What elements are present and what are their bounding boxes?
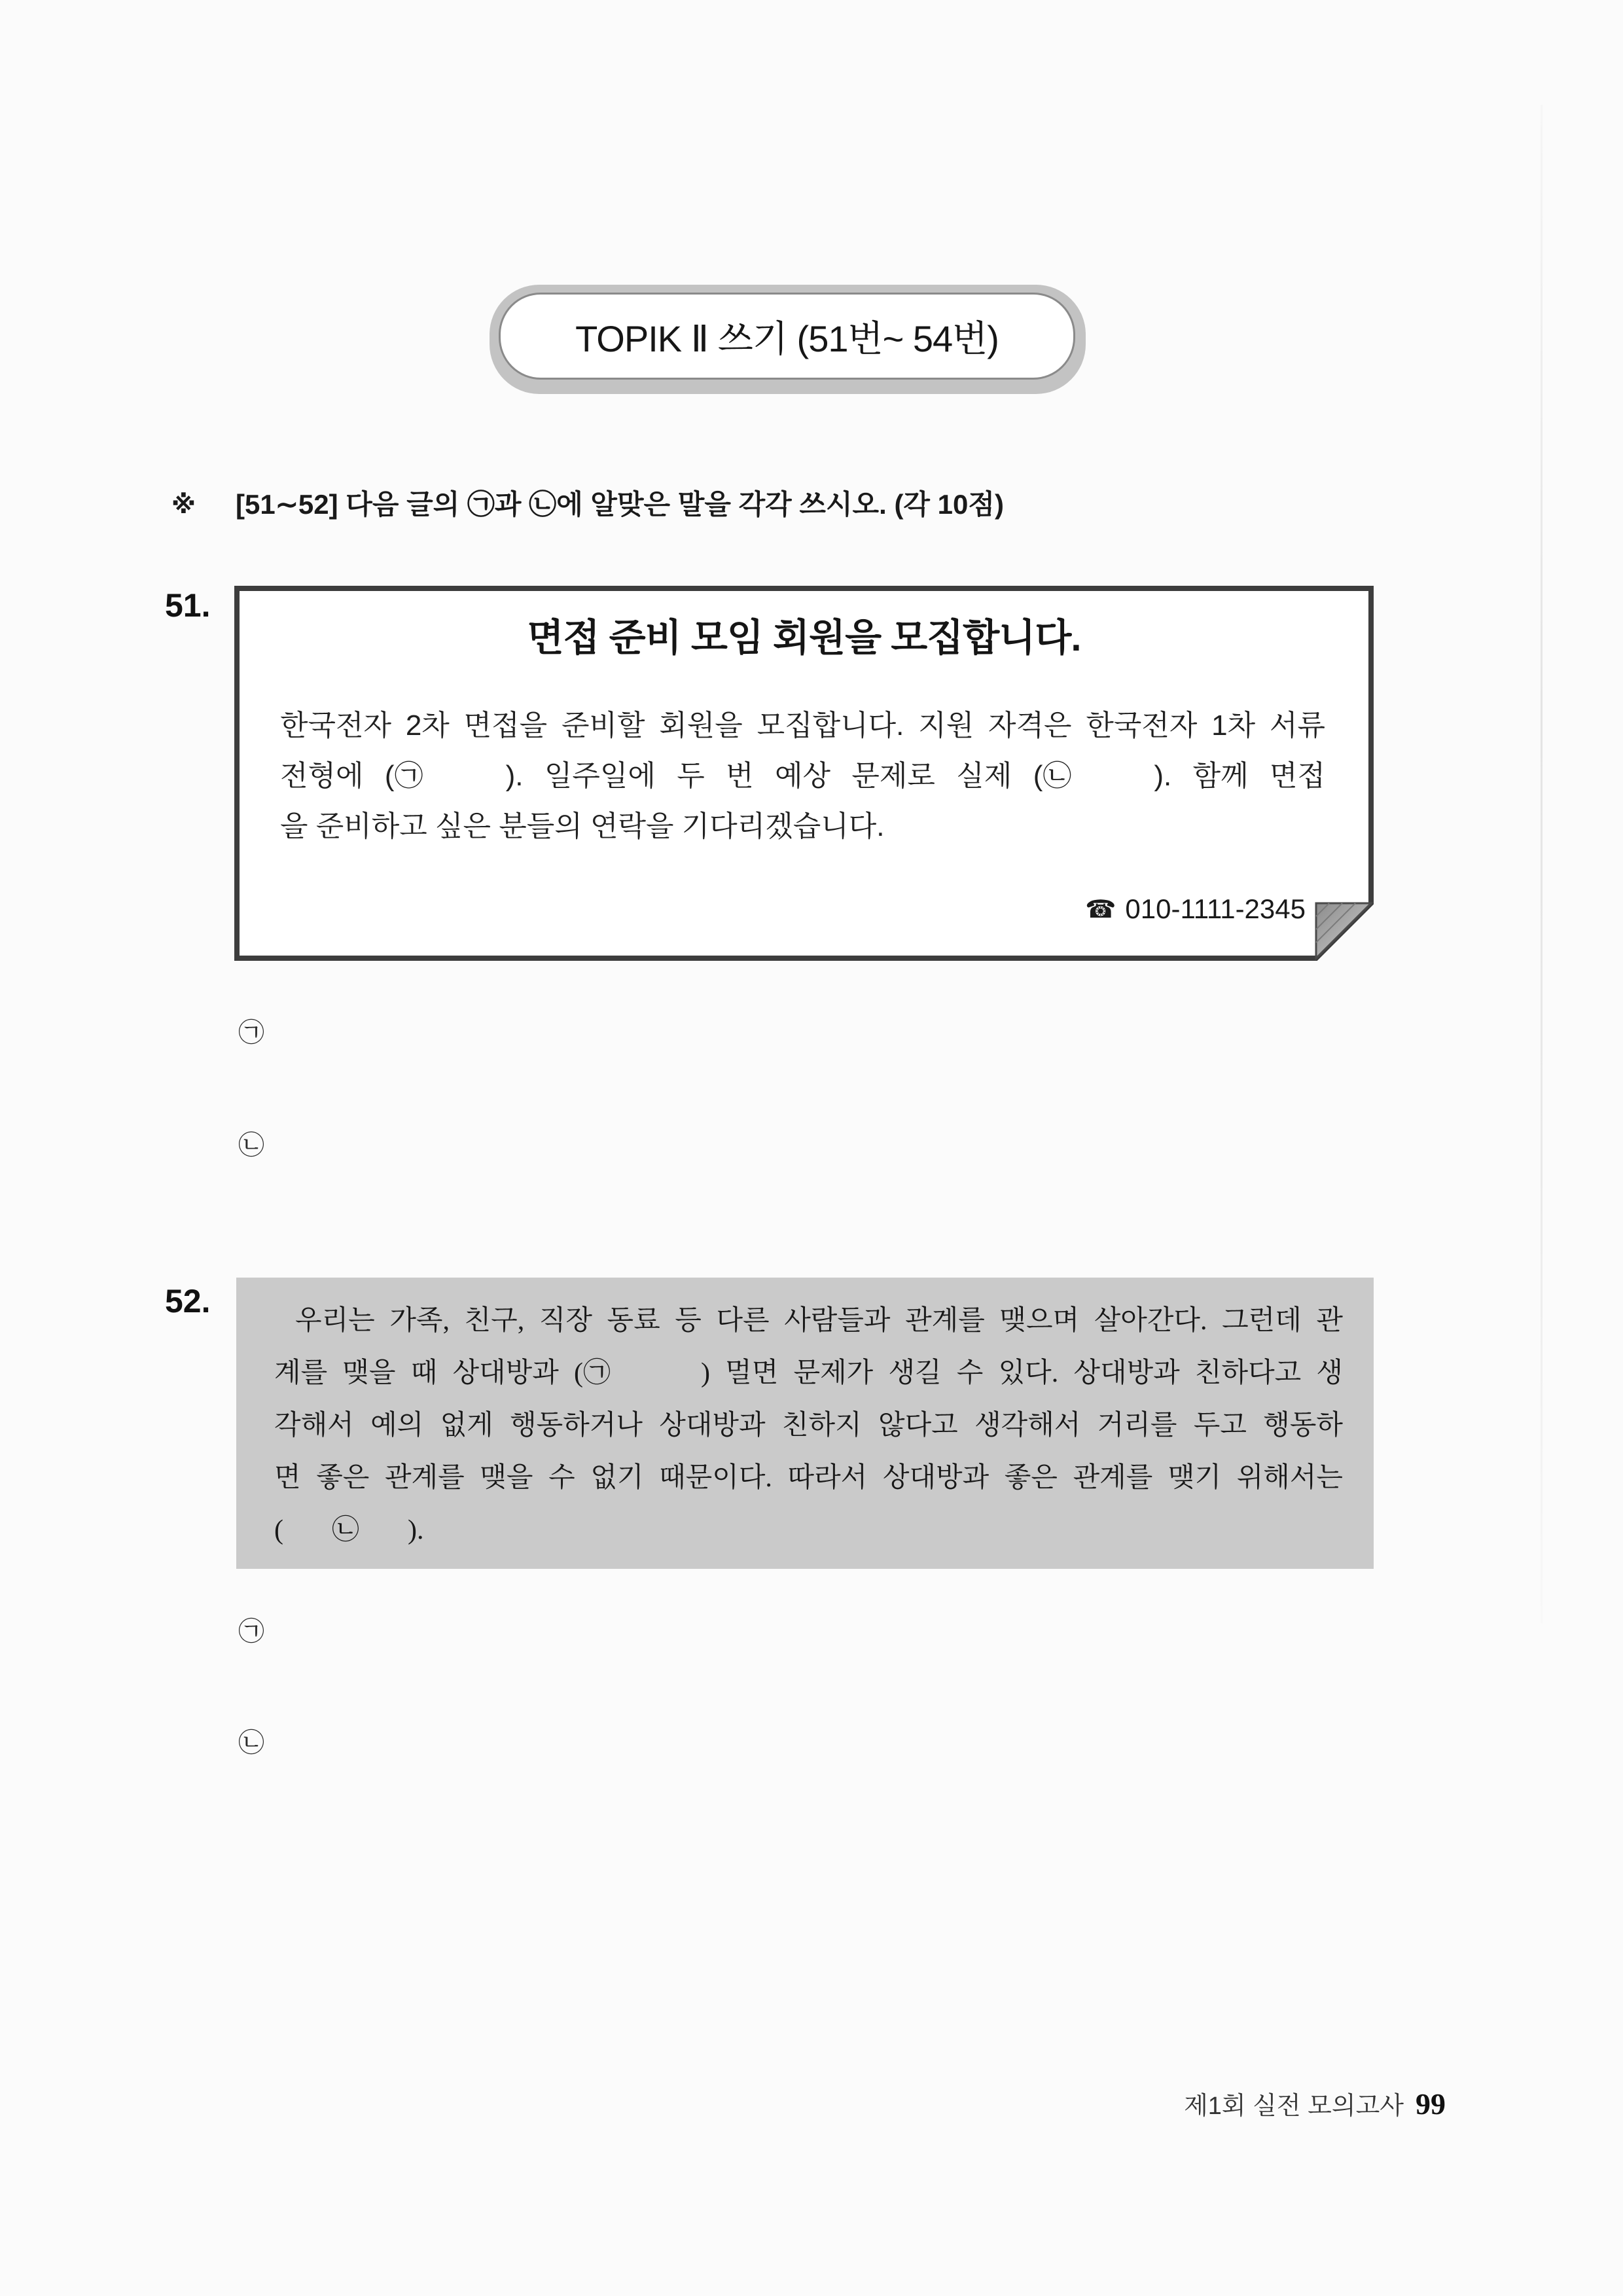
answer-marker-b: ㉡ — [238, 1729, 264, 1757]
blank-marker-b: ㉡ — [331, 1515, 359, 1545]
notice-box — [234, 586, 1374, 961]
blank-marker-a: ㉠ — [394, 760, 423, 792]
answer-marker-a: ㉠ — [238, 1617, 264, 1646]
passage-line-1 — [274, 1295, 1343, 1347]
folded-corner — [1316, 903, 1371, 958]
instruction-text: [51∼52] 다음 글의 ㉠과 ㉡에 알맞은 말을 각각 쓰시오. (각 10점) — [236, 489, 1004, 520]
scan-edge-line — [1541, 105, 1543, 1623]
passage-line-4 — [274, 1452, 1343, 1504]
answer-marker-a: ㉠ — [238, 1018, 264, 1047]
contact-line — [1085, 891, 1306, 927]
question-number-51: 51. — [165, 587, 211, 624]
notice-line-text: ). 함께 면접 — [1154, 760, 1326, 792]
passage-line-3 — [274, 1399, 1343, 1452]
section-title: TOPIK Ⅱ 쓰기 (51번~ 54번) — [575, 317, 999, 359]
notice-title: 면접 준비 모임 회원을 모집합니다. — [527, 617, 1081, 659]
notice-line-2 — [280, 751, 1325, 801]
passage-line-text: ) 멀면 문제가 생길 수 있다. 상대방과 친하다고 생 — [700, 1358, 1343, 1388]
blank-marker-a: ㉠ — [582, 1358, 611, 1388]
notice-line-3 — [280, 801, 1325, 852]
passage-text — [274, 1295, 1343, 1556]
telephone-icon — [1085, 891, 1116, 927]
page-footer — [1184, 2085, 1446, 2119]
notice-line-text: ). 일주일에 두 번 예상 문제로 실제 ( — [505, 760, 1043, 792]
passage-line-text: 면 좋은 관계를 맺을 수 없기 때문이다. 따라서 상대방과 좋은 관계를 맺기 위해서는 — [274, 1463, 1343, 1493]
passage-line-2 — [274, 1347, 1343, 1399]
phone-number: 010-1111-2345 — [1125, 893, 1306, 924]
blank-marker-b: ㉡ — [1043, 760, 1072, 792]
passage-line-text: 우리는 가족, 친구, 직장 동료 등 다른 사람들과 관계를 맺으며 살아간다. 그런데 관 — [295, 1306, 1343, 1336]
notice-line-text: 한국전자 2차 면접을 준비할 회원을 모집합니다. 지원 자격은 한국전자 1차 서류 — [280, 709, 1325, 742]
passage-line-text: 계를 맺을 때 상대방과 ( — [274, 1358, 583, 1388]
footer-section-label: 제1회 실전 모의고사 — [1184, 2092, 1404, 2120]
notice-line-1 — [280, 700, 1325, 751]
passage-line-text: ). — [408, 1515, 424, 1545]
passage-line-text: ( — [274, 1515, 283, 1545]
answer-marker-b: ㉡ — [238, 1131, 264, 1160]
passage-line-text: 각해서 예의 없게 행동하거나 상대방과 친하지 않다고 생각해서 거리를 두고 행동하 — [274, 1410, 1343, 1441]
question-number-52: 52. — [165, 1283, 211, 1319]
passage-line-5 — [274, 1504, 1343, 1556]
notice-line-text: 전형에 ( — [280, 760, 395, 792]
notice-line-text: 을 준비하고 싶은 분들의 연락을 기다리겠습니다. — [280, 810, 885, 842]
passage-box — [236, 1278, 1374, 1569]
section-title-box — [490, 285, 1086, 394]
reference-mark: ※ — [171, 490, 196, 519]
section-title-frame — [499, 293, 1075, 380]
notice-body — [280, 700, 1325, 852]
page-number: 99 — [1416, 2087, 1446, 2121]
